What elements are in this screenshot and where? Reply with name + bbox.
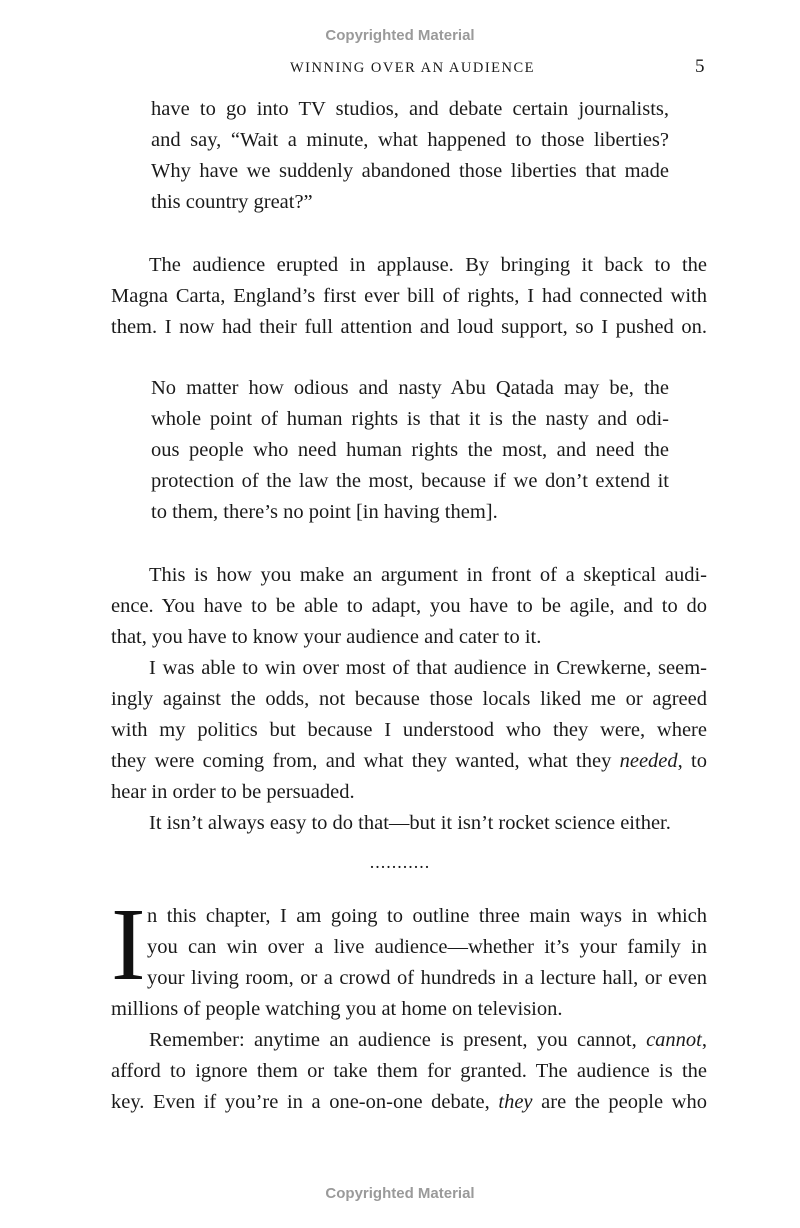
paragraph-line: I was able to win over most of that audience in Crewkerne, seem-: [149, 657, 707, 679]
text-run: they were coming from, and what they wanted, what they: [111, 750, 620, 772]
paragraph-line: millions of people watching you at home on television.: [111, 998, 563, 1020]
quote-line: ous people who need human rights the most, and need the: [151, 439, 669, 461]
emphasis-they: they: [498, 1091, 533, 1113]
quote-line: and say, “Wait a minute, what happened to those liberties?: [151, 129, 669, 151]
running-head: WINNING OVER AN AUDIENCE: [290, 60, 536, 76]
section-break-ornament: ...........: [369, 852, 431, 872]
paragraph-line: that, you have to know your audience and cater to it.: [111, 626, 542, 648]
emphasis-cannot: cannot: [646, 1029, 702, 1051]
paragraph-line: This is how you make an argument in front of a skeptical audi-: [149, 564, 707, 586]
quote-line: this country great?”: [151, 191, 313, 213]
drop-cap: I: [111, 887, 146, 1002]
paragraph-line: It isn’t always easy to do that—but it isn’t rocket science either.: [149, 812, 671, 834]
paragraph-line: ingly against the odds, not because those locals liked me or agreed: [111, 688, 707, 710]
paragraph-argument: [111, 560, 707, 839]
emphasis-needed: needed: [619, 750, 678, 772]
quote-line: No matter how odious and nasty Abu Qatada may be, the: [151, 377, 669, 399]
paragraph-line: [111, 1087, 707, 1118]
text-run: Remember: anytime an audience is present, you cannot,: [149, 1029, 647, 1051]
paragraph-line: n this chapter, I am going to outline three main ways in which: [147, 905, 707, 927]
quote-line: to them, there’s no point [in having them].: [151, 501, 498, 523]
paragraph-line: hear in order to be persuaded.: [111, 781, 355, 803]
text-run: , to: [677, 750, 707, 772]
text-run: key. Even if you’re in a one-on-one debate,: [111, 1091, 499, 1113]
paragraph-line: afford to ignore them or take them for granted. The audience is the: [111, 1060, 707, 1082]
block-quote-2: [151, 373, 669, 528]
paragraph-line: with my politics but because I understood who they were, where: [111, 719, 707, 741]
page-number: 5: [695, 56, 705, 77]
paragraph-chapter-intro: [111, 887, 707, 1118]
paragraph-applause: [111, 250, 707, 343]
quote-line: Why have we suddenly abandoned those liberties that made: [151, 160, 669, 182]
text-run: ,: [701, 1029, 707, 1051]
quote-line: whole point of human rights is that it is the nasty and odi-: [151, 408, 669, 430]
quote-line: protection of the law the most, because if we don’t extend it: [151, 470, 669, 492]
paragraph-line: your living room, or a crowd of hundreds in a lecture hall, or even: [147, 967, 707, 989]
paragraph-line: ence. You have to be able to adapt, you have to be agile, and to do: [111, 595, 707, 617]
paragraph-line: you can win over a live audience—whether it’s your family in: [147, 936, 707, 958]
paragraph-line: Magna Carta, England’s first ever bill of rights, I had connected with: [111, 285, 707, 307]
copyright-watermark-bottom: Copyrighted Material: [325, 1185, 475, 1202]
block-quote-1: [151, 94, 669, 218]
paragraph-line: The audience erupted in applause. By bringing it back to the: [149, 254, 707, 276]
paragraph-line: [111, 1025, 707, 1056]
text-run: are the people who: [532, 1091, 707, 1113]
quote-line: have to go into TV studios, and debate certain journalists,: [151, 98, 669, 120]
paragraph-line: [111, 746, 707, 777]
paragraph-line: them. I now had their full attention and loud support, so I pushed on.: [111, 316, 707, 338]
copyright-watermark-top: Copyrighted Material: [325, 27, 475, 44]
